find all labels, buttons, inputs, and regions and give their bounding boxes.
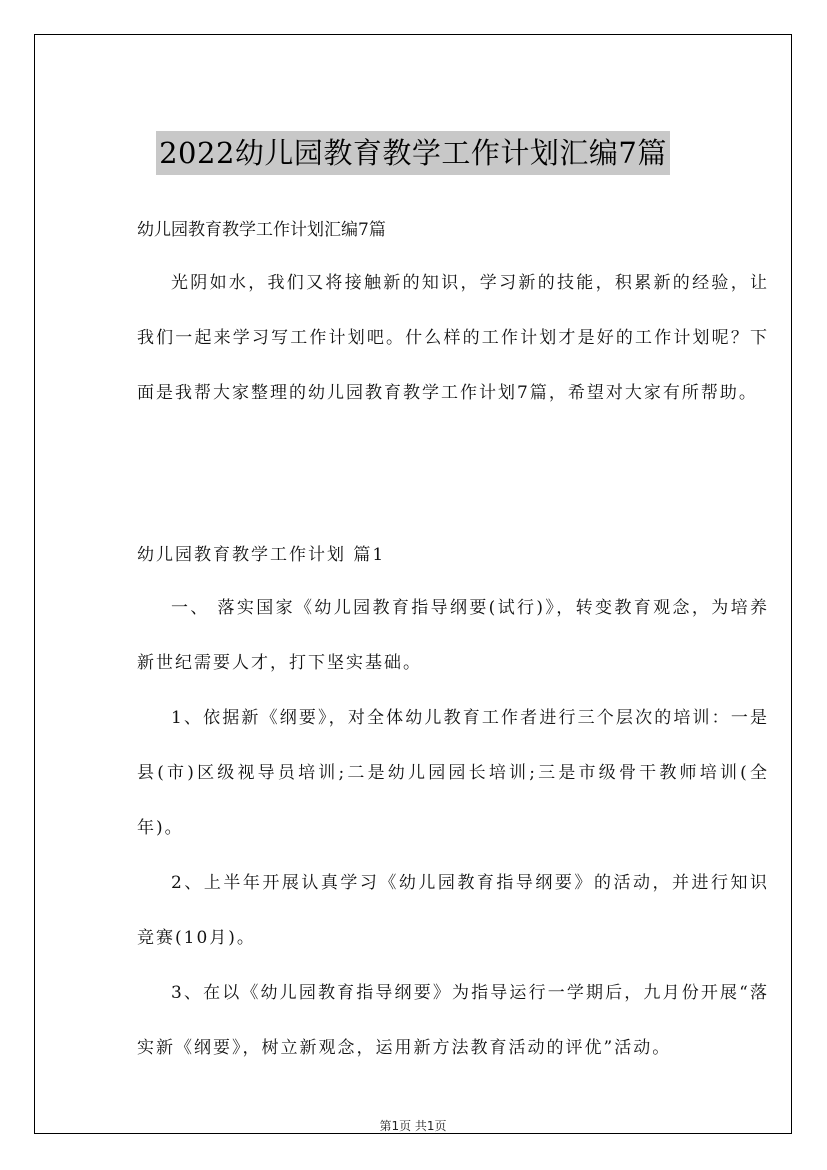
- paragraph-item: 2、上半年开展认真学习《幼儿园教育指导纲要》的活动，并进行知识竞赛(10月)。: [137, 873, 769, 948]
- intro-section: [137, 256, 769, 421]
- paragraph-item: 1、依据新《纲要》，对全体幼儿教育工作者进行三个层次的培训：一是县(市)区级视导员培训;二是幼儿园园长培训;三是市级骨干教师培训(全年)。: [137, 708, 769, 838]
- page-number-footer: 第1页 共1页: [379, 1119, 447, 1133]
- intro-paragraph: 光阴如水，我们又将接触新的知识，学习新的技能，积累新的经验，让我们一起来学习写工作计划吧。什么样的工作计划才是好的工作计划呢？下面是我帮大家整理的幼儿园教育教学工作计划7篇，希望对大家有所帮助。: [137, 273, 769, 403]
- document-page: [34, 34, 792, 1134]
- title-container: [35, 131, 791, 175]
- document-title: 2022幼儿园教育教学工作计划汇编7篇: [156, 131, 670, 175]
- section-heading: 幼儿园教育教学工作计划 篇1: [137, 545, 386, 565]
- document-subtitle: 幼儿园教育教学工作计划汇编7篇: [137, 220, 386, 240]
- paragraph-item: 一、 落实国家《幼儿园教育指导纲要(试行)》，转变教育观念，为培养新世纪需要人才，打下坚实基础。: [137, 598, 769, 673]
- paragraph-item: 3、在以《幼儿园教育指导纲要》为指导运行一学期后，九月份开展“落实新《纲要》，树立新观念，运用新方法教育活动的评优”活动。: [137, 983, 769, 1058]
- section-body: [137, 581, 769, 1076]
